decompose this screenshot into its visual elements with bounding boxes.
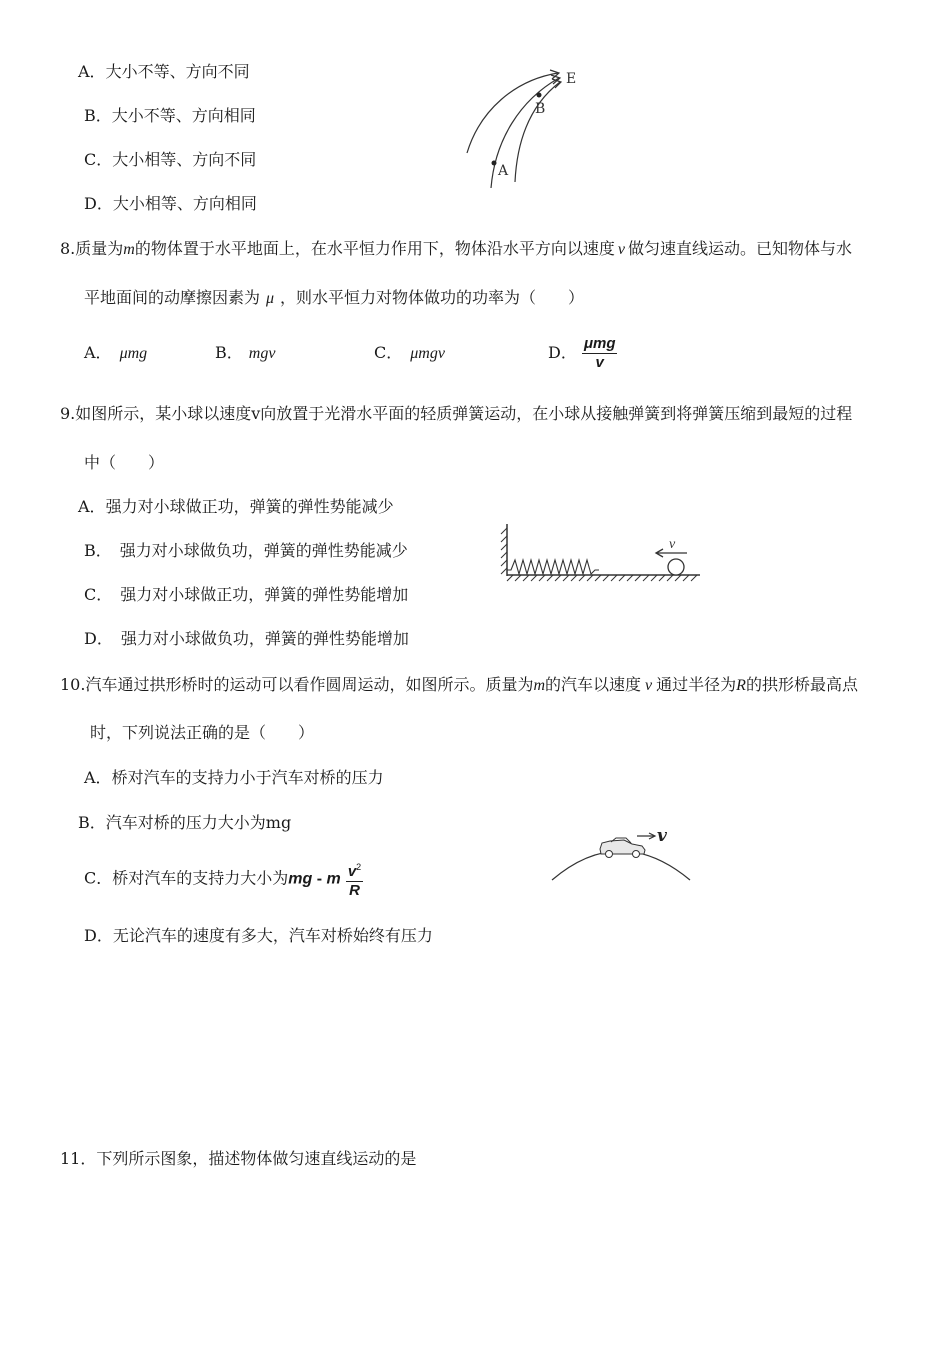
q9-option-c <box>84 584 408 606</box>
q7-option-c <box>84 149 256 171</box>
q10-stem-line1 <box>60 674 858 697</box>
q10-option-d <box>84 925 433 947</box>
label-a: A <box>498 163 509 179</box>
q9-option-a <box>78 496 394 518</box>
q8-stem-line2 <box>84 287 584 310</box>
q9-option-b <box>84 540 408 562</box>
q10-option-b <box>78 812 291 834</box>
q8-option-a <box>84 342 147 365</box>
ball <box>668 559 684 575</box>
point-a <box>492 161 497 166</box>
option-label: B． <box>215 343 243 362</box>
option-expr: mgv <box>248 345 276 362</box>
stem-text: 的物体置于水平地面上，在水平恒力作用下，物体沿水平方向以速度 <box>134 239 615 258</box>
stem-text: ，则水平恒力对物体做功的功率为（ ） <box>280 288 585 307</box>
q7-field-line-figure <box>455 60 595 185</box>
var-v: v <box>347 863 357 880</box>
option-expr: μmg <box>119 345 148 362</box>
fraction <box>346 858 363 900</box>
question-number: 8. <box>60 239 76 258</box>
label-e: E <box>566 71 577 87</box>
stem-text: 的拱形桥最高点 <box>745 675 858 694</box>
option-label: C． <box>84 150 113 169</box>
label-v: v <box>657 826 667 846</box>
option-text: 桥对汽车的支持力大小为 <box>112 868 289 888</box>
q8-option-c <box>374 342 445 365</box>
q9-option-d <box>84 628 409 650</box>
option-text: 强力对小球做正功，弹簧的弹性势能增加 <box>120 585 409 604</box>
option-label: A． <box>78 497 106 516</box>
option-text: 强力对小球做负功，弹簧的弹性势能减少 <box>119 541 408 560</box>
wall-hatch <box>501 528 507 574</box>
expr-mg: mg <box>288 870 313 888</box>
fraction-denominator: R <box>349 882 360 899</box>
option-label: C． <box>84 868 113 888</box>
option-label: D． <box>84 926 113 945</box>
point-b <box>537 93 542 98</box>
question-number: 10. <box>60 675 86 694</box>
option-label: A． <box>78 62 106 81</box>
expr-m: m <box>326 870 341 888</box>
option-text: 大小相等、方向相同 <box>112 194 257 213</box>
q9-stem-line1: 9.如图所示，某小球以速度v向放置于光滑水平面的轻质弹簧运动，在小球从接触弹簧到将弹簧压缩到最短的过程 <box>60 404 853 423</box>
var-m: m <box>533 677 546 694</box>
var-m: m <box>123 241 135 258</box>
q10-stem-line2: 时，下列说法正确的是（ ） <box>90 723 315 742</box>
option-expr: μmgv <box>410 345 445 362</box>
car-icon <box>600 838 645 858</box>
option-label: A． <box>84 343 112 362</box>
fraction-denominator: v <box>595 354 604 371</box>
label-b: B <box>535 101 546 117</box>
q8-option-d <box>548 334 617 372</box>
var-r: R <box>736 677 746 694</box>
q8-option-b <box>215 342 275 365</box>
option-label: C． <box>84 585 113 604</box>
q8-stem-line1 <box>60 238 852 261</box>
fraction <box>582 335 618 372</box>
stem-text: 通过半径为 <box>656 675 737 694</box>
option-text: 汽车对桥的压力大小为mg <box>105 813 292 832</box>
var-mu: μ <box>266 290 275 307</box>
option-label: C． <box>374 343 403 362</box>
q9-spring-figure <box>495 520 705 585</box>
expr-minus: - <box>312 870 327 888</box>
var-v: v <box>617 241 625 258</box>
q7-option-a <box>78 61 250 83</box>
option-text: 强力对小球做负功，弹簧的弹性势能增加 <box>120 629 409 648</box>
ground-hatch <box>507 575 697 581</box>
option-text: 无论汽车的速度有多大，汽车对桥始终有压力 <box>112 926 433 945</box>
option-text: 大小不等、方向相同 <box>111 106 256 125</box>
q10-option-c <box>84 858 363 900</box>
option-label: D． <box>84 629 113 648</box>
q7-option-d <box>84 193 257 215</box>
fraction-numerator: μmg <box>583 335 616 352</box>
fraction-numerator <box>346 858 363 882</box>
stem-text: 质量为 <box>75 239 124 258</box>
option-text: 大小相等、方向不同 <box>112 150 257 169</box>
stem-text: 做匀速直线运动。已知物体与水 <box>627 239 852 258</box>
q9-stem-line2: 中（ ） <box>84 453 165 472</box>
option-text: 桥对汽车的支持力小于汽车对桥的压力 <box>111 768 384 787</box>
q11-stem-line1: 11．下列所示图象，描述物体做匀速直线运动的是 <box>60 1149 417 1168</box>
option-label: B． <box>84 541 112 560</box>
option-text: 强力对小球做正功，弹簧的弹性势能减少 <box>105 497 394 516</box>
q10-bridge-figure <box>548 822 698 884</box>
label-v: v <box>669 537 676 552</box>
option-label: A． <box>84 768 112 787</box>
option-label: B． <box>78 813 106 832</box>
q10-option-a <box>84 767 384 789</box>
var-v: v <box>645 677 653 694</box>
exponent: 2 <box>356 862 362 872</box>
option-label: D． <box>84 194 113 213</box>
stem-text: 汽车通过拱形桥时的运动可以看作圆周运动，如图所示。质量为 <box>85 675 534 694</box>
q7-option-b <box>84 105 256 127</box>
bridge-arc <box>552 851 690 880</box>
option-text: 大小不等、方向不同 <box>105 62 250 81</box>
stem-text: 的汽车以速度 <box>545 675 642 694</box>
stem-text: 平地面间的动摩擦因素为 <box>84 288 261 307</box>
option-label: D． <box>548 343 577 362</box>
option-label: B． <box>84 106 112 125</box>
spring <box>507 560 599 574</box>
